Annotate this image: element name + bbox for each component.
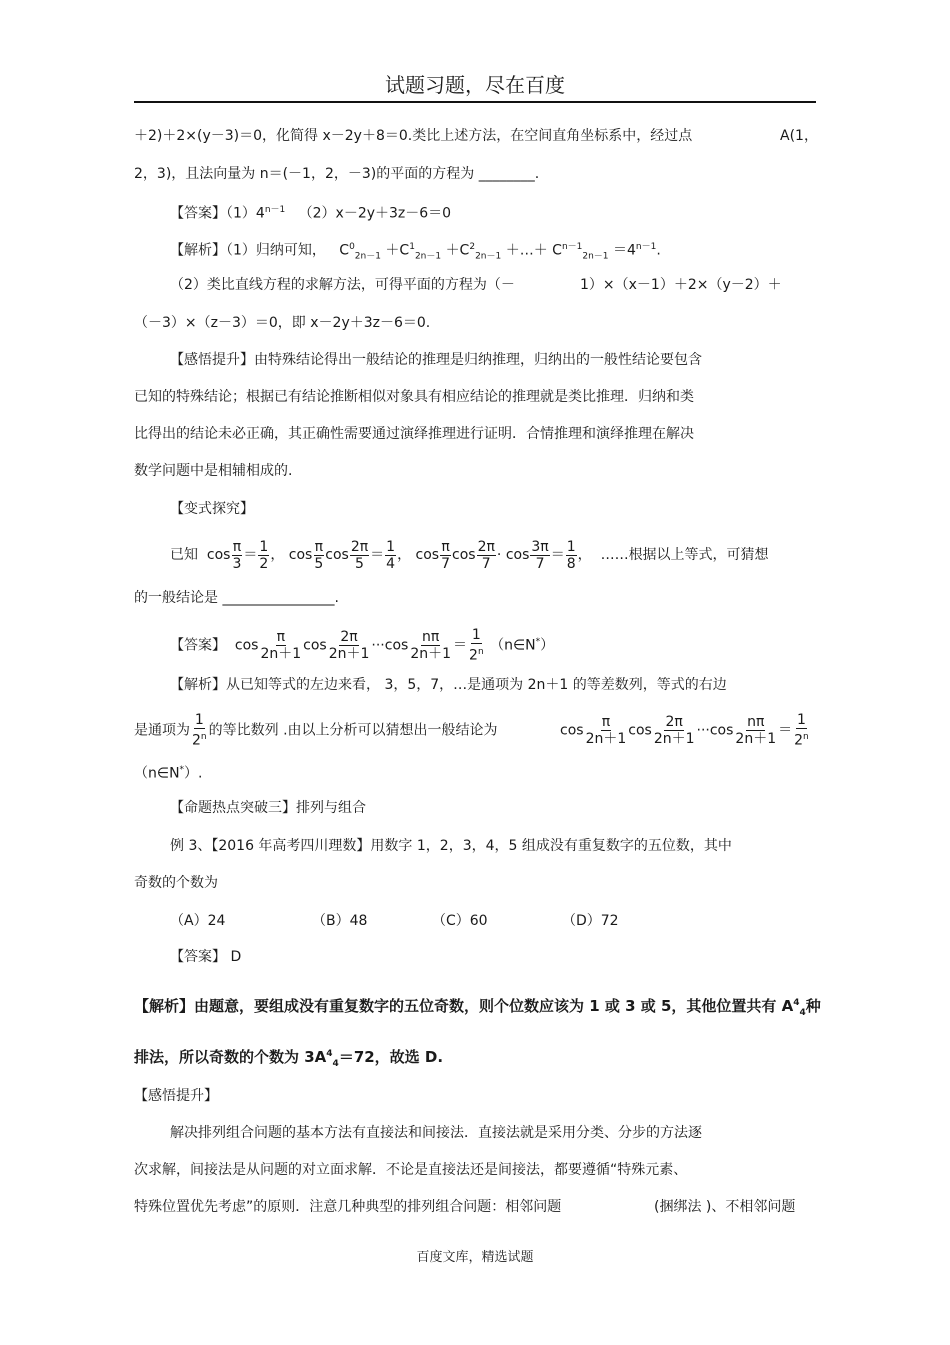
text-line: A(1， [780,128,818,144]
section-heading: 【变式探究】 [170,501,254,517]
answer-2: 【答案】 cos $\frac{\pi}{2n+1}$ cos $\frac{2\pi}{2n+1}$ ···cos $\frac{n\pi}{2n+1}$ ＝ $\frac{1}{2^n}$ （n∈N*） [170,627,555,664]
header-rule [134,101,816,103]
text-line: (捆绑法 )、不相邻问题 [654,1199,796,1215]
text-line: 【感悟提升】由特殊结论得出一般结论的推理是归纳推理，归纳出的一般性结论要包含 [170,352,702,368]
option-a: （A）24 [170,913,226,929]
section-heading: 【命题热点突破三】排列与组合 [170,800,366,816]
text-line: 【解析】从已知等式的左边来看， 3，5，7，…是通项为 2n＋1 的等差数列，等式的右边 [170,677,727,693]
option-c: （C）60 [432,913,488,929]
text-line: 比得出的结论未必正确，其正确性需要通过演绎推理进行证明．合情推理和演绎推理在解决 [134,426,694,442]
text-line: 解决排列组合问题的基本方法有直接法和间接法．直接法就是采用分类、分步的方法逐 [170,1125,702,1141]
option-d: （D）72 [562,913,619,929]
text-line: 次求解，间接法是从问题的对立面求解．不论是直接法还是间接法，都要遵循“特殊元素、 [134,1162,688,1178]
analysis-3: 是通项为 $\frac{1}{2^n}$ 的等比数列 .由以上分析可以猜想出一般结论为 [134,712,498,749]
text-line: 数学问题中是相辅相成的. [134,463,293,479]
variant-question: 已知 cos $\frac{\pi}{3}$ ＝ $\frac{1}{2}$ ， cos $\frac{\pi}{5}$ cos $\frac{2\pi}{5}$ ＝ $\frac{1}{4}$ ， cos $\frac{\pi}{7}$ cos $\frac{2\pi}{7}$ · cos $\frac{3\pi}{7}$ ＝ $\frac{1}{8}$ ， ……根据以上等式，可猜想 [170,538,769,572]
text-line: 2，3)，且法向量为 n＝(－1，2，－3)的平面的方程为 ________. [134,166,540,182]
text-line: 的一般结论是 ________________. [134,590,339,606]
page-footer: 百度文库，精选试题 [416,1250,534,1265]
page-header-title: 试题习题，尽在百度 [385,73,565,97]
text-line: 已知的特殊结论；根据已有结论推断相似对象具有相应结论的推理就是类比推理．归纳和类 [134,389,694,405]
analysis-4: 【解析】由题意，要组成没有重复数字的五位奇数，则个位数应该为 1 或 3 或 5，其他位置共有 $A^4_4$种 [134,997,821,1018]
analysis-1: 【解析】（1）归纳可知， $C^0_{2n-1} +C^1_{2n-1} +C^2_{2n-1}$ ＋…＋ $C^{n-1}_{2n-1} =4^{n-1}$. [170,242,661,262]
option-b: （B）48 [312,913,368,929]
analysis-3-tail: （n∈N*）. [134,765,203,782]
answer-1: 【答案】$(1)4^{n-1}$ （2）x－2y＋3z－6＝0 [170,205,452,222]
text-line: ＋2)＋2×(y－3)＝0，化简得 x－2y＋8＝0.类比上述方法，在空间直角坐标系中，经过点 [134,128,693,144]
text-line: 例 3、【2016 年高考四川理数】用数字 1，2，3，4，5 组成没有重复数字的五位数，其中 [170,838,732,854]
general-conclusion: cos $\frac{\pi}{2n+1}$ cos $\frac{2\pi}{2n+1}$ ···cos $\frac{n\pi}{2n+1}$ ＝ $\frac{1}{2^n}$ [560,712,809,749]
section-heading: 【感悟提升】 [134,1088,218,1104]
text-line: 1）×（x－1）＋2×（y－2）＋ [580,277,782,293]
answer-3: 【答案】 D [170,949,242,965]
text-line: 奇数的个数为 [134,875,218,891]
text-line: 特殊位置优先考虑”的原则．注意几种典型的排列组合问题：相邻问题 [134,1199,562,1215]
text-line: （2）类比直线方程的求解方法，可得平面的方程为（－ [170,277,515,293]
analysis-4-tail: 排法，所以奇数的个数为 $3A^4_4=72$，故选 D. [134,1048,444,1069]
text-line: （－3）×（z－3）＝0，即 x－2y＋3z－6＝0. [134,315,431,331]
